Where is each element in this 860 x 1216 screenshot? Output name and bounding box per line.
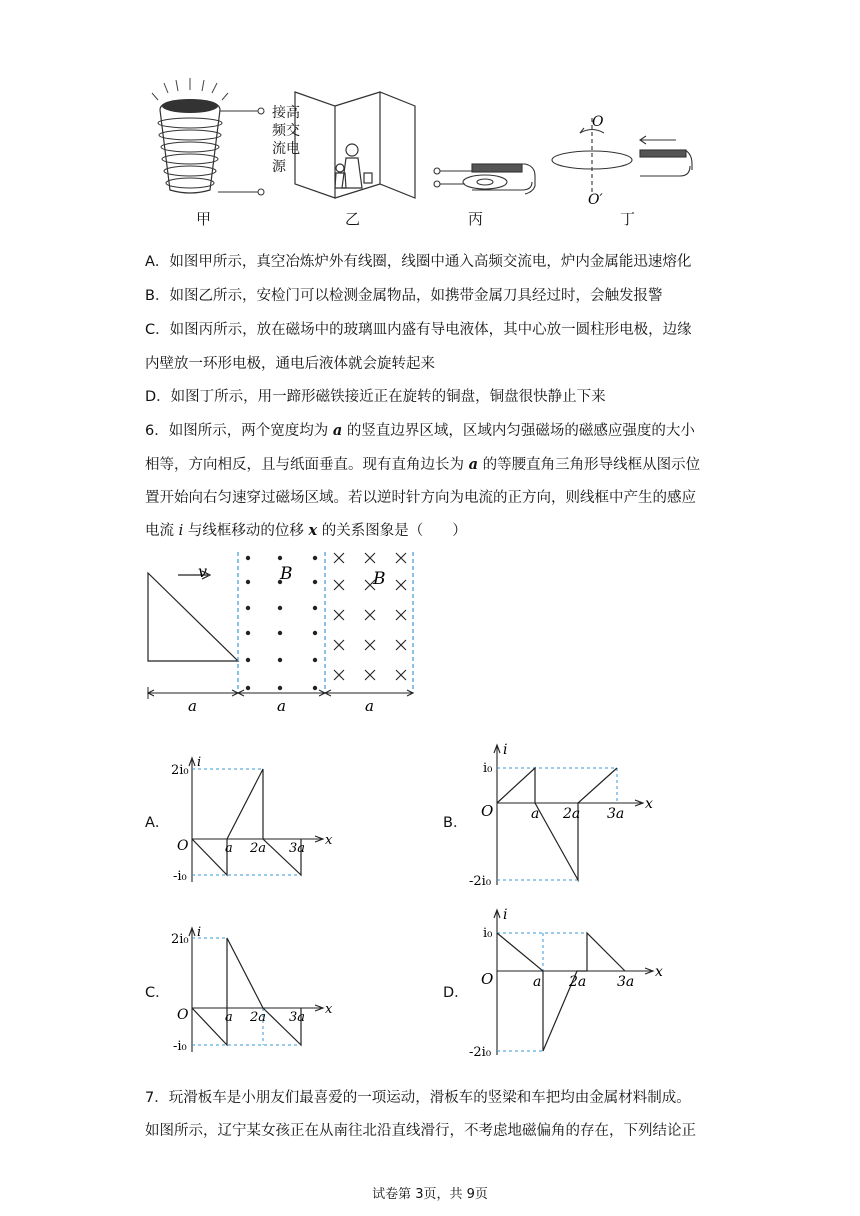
- graph-b: [465, 740, 665, 890]
- q7-line-1: 7．玩滑板车是小朋友们最喜爱的一项运动，滑板车的竖梁和车把均由金属材料制成。: [145, 1090, 691, 1106]
- field-cross: [365, 640, 375, 650]
- x-tick-1: a: [225, 841, 233, 856]
- conducting-liquid-figure: [434, 164, 535, 194]
- field-cross: [396, 610, 406, 620]
- q6-line-1: 6．如图所示，两个宽度均为 a 的竖直边界区域，区域内匀强磁场的磁感应强度的大小: [145, 422, 695, 439]
- graph-c-letter: C．: [145, 985, 170, 1001]
- q5-option-a: A．如图甲所示，真空冶炼炉外有线圈，线圈中通入高频交流电，炉内金属能迅速熔化: [145, 254, 692, 270]
- x-tick-3: 3a: [607, 806, 625, 822]
- q6-line-4: 电流 i 与线框移动的位移 x 的关系图象是（ ）: [145, 522, 467, 539]
- field-cross: [334, 670, 344, 680]
- field-cross: [365, 670, 375, 680]
- power-label-line: 源: [272, 159, 286, 175]
- y-bot-label: -2i₀: [469, 1045, 492, 1060]
- y-bot-label: -2i₀: [469, 874, 492, 889]
- q6-line-2: 相等，方向相反，且与纸面垂直。现有直角边长为 a 的等腰直角三角形导线框从图示位: [145, 456, 701, 473]
- field-cross: [396, 640, 406, 650]
- field-dot: [278, 556, 282, 560]
- field-crosses: [334, 553, 406, 680]
- origin-label: O: [481, 802, 494, 820]
- caption-bing: 丙: [468, 210, 484, 228]
- power-label-line: 接高: [272, 105, 300, 121]
- field-cross: [365, 553, 375, 563]
- q6-line-3: 置开始向右匀速穿过磁场区域。若以逆时针方向为电流的正方向，则线框中产生的感应: [145, 490, 696, 506]
- q5-option-d: D．如图丁所示，用一蹄形磁铁接近正在旋转的铜盘，铜盘很快静止下来: [145, 389, 606, 405]
- page-footer: 试卷第 3页，共 9页: [372, 1187, 488, 1202]
- graph-d-letter: D．: [443, 985, 469, 1001]
- x-tick-1: a: [533, 974, 542, 990]
- y-axis-label: i: [197, 755, 202, 770]
- field-cross: [334, 553, 344, 563]
- field-cross: [334, 580, 344, 590]
- q5-option-c: C．如图丙所示，放在磁场中的玻璃皿内盛有导电液体，其中心放一圆柱形电极，边缘: [145, 322, 692, 338]
- y-bot-label: -i₀: [173, 869, 187, 884]
- top-figures: [140, 78, 740, 238]
- q5-option-c-cont: 内壁放一环形电极，通电后液体就会旋转起来: [145, 356, 435, 372]
- copper-disk-figure: [552, 118, 692, 193]
- x-tick-2: 2a: [563, 806, 581, 822]
- field-dot: [246, 631, 250, 635]
- field-dot: [313, 658, 317, 662]
- x-axis-label: x: [325, 1002, 333, 1017]
- graph-b-letter: B．: [443, 815, 468, 831]
- y-axis-label: i: [197, 925, 202, 940]
- y-top-label: 2i₀: [171, 932, 189, 947]
- field-dot: [313, 556, 317, 560]
- field-figure: [140, 548, 430, 713]
- y-axis-label: i: [503, 742, 508, 758]
- x-tick-1: a: [225, 1010, 233, 1025]
- width-label-1: a: [188, 697, 197, 713]
- x-tick-2: 2a: [250, 841, 267, 856]
- field-cross: [396, 670, 406, 680]
- graph-a: [165, 752, 345, 892]
- x-axis-label: x: [655, 964, 663, 980]
- y-axis-label: i: [503, 907, 508, 923]
- field-dot: [313, 606, 317, 610]
- origin-label: O: [177, 1007, 189, 1023]
- field-dot: [246, 580, 250, 584]
- power-label-line: 频交: [272, 123, 300, 139]
- width-label-2: a: [277, 697, 286, 713]
- caption-yi: 乙: [345, 210, 361, 228]
- field-cross: [396, 580, 406, 590]
- field-dot: [246, 658, 250, 662]
- origin-label: O: [177, 838, 189, 854]
- velocity-label: v: [198, 562, 208, 581]
- field-dot: [313, 580, 317, 584]
- axis-top-label: O: [592, 114, 604, 130]
- field-dot: [278, 658, 282, 662]
- field-dot: [246, 606, 250, 610]
- field-dot: [278, 606, 282, 610]
- y-top-label: 2i₀: [171, 763, 189, 778]
- q5-option-b: B．如图乙所示，安检门可以检测金属物品，如携带金属刀具经过时，会触发报警: [145, 288, 663, 304]
- origin-label: O: [481, 970, 494, 988]
- width-label-3: a: [365, 697, 374, 713]
- furnace-figure: [152, 78, 264, 195]
- graph-d: [465, 905, 665, 1060]
- y-top-label: i₀: [483, 926, 493, 941]
- power-label: [272, 104, 300, 176]
- x-axis-label: x: [645, 796, 653, 812]
- graph-a-letter: A．: [145, 815, 170, 831]
- field-cross: [334, 640, 344, 650]
- field-dot: [246, 556, 250, 560]
- x-tick-3: 3a: [289, 1010, 306, 1025]
- y-top-label: i₀: [483, 761, 493, 776]
- field-dot: [246, 686, 250, 690]
- field-cross: [365, 610, 375, 620]
- field-dot: [278, 631, 282, 635]
- axis-bottom-label: O′: [588, 192, 603, 208]
- field-cross: [396, 553, 406, 563]
- caption-ding: 丁: [620, 210, 636, 228]
- graph-c: [165, 922, 345, 1062]
- y-bot-label: -i₀: [173, 1039, 187, 1054]
- x-tick-1: a: [531, 806, 540, 822]
- field-cross: [334, 610, 344, 620]
- field-dot: [313, 631, 317, 635]
- field-dot: [278, 686, 282, 690]
- x-tick-3: 3a: [289, 841, 306, 856]
- field-dot: [313, 686, 317, 690]
- q7-line-2: 如图所示，辽宁某女孩正在从南往北沿直线滑行，不考虑地磁偏角的存在，下列结论正: [145, 1123, 696, 1139]
- caption-jia: 甲: [196, 210, 212, 228]
- power-label-line: 流电: [272, 141, 300, 157]
- b-label-right: B: [373, 569, 386, 589]
- x-tick-2: 2a: [250, 1010, 267, 1025]
- x-tick-3: 3a: [617, 974, 635, 990]
- x-tick-2: 2a: [569, 974, 587, 990]
- security-gate-figure: [295, 92, 415, 198]
- b-label-left: B: [280, 564, 293, 584]
- x-axis-label: x: [325, 833, 333, 848]
